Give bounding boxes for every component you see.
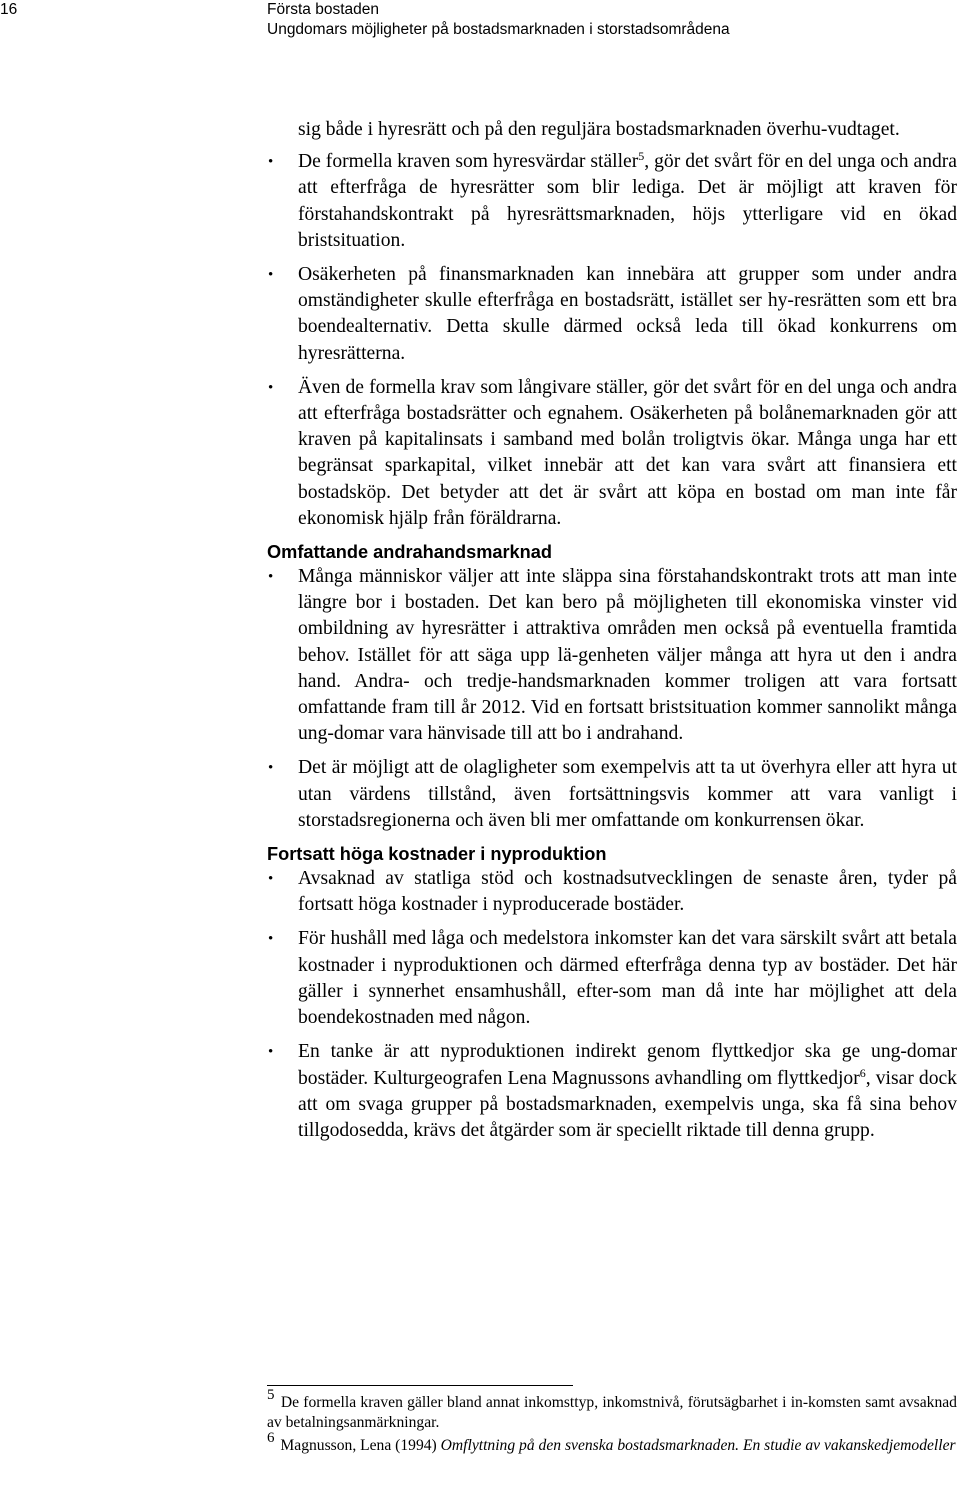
bullet-list-1 (267, 149, 957, 532)
footnote-mark: 5 (267, 1387, 275, 1403)
list-item-text: De formella kraven som hyresvärdar ställer (298, 151, 639, 173)
bullet-icon: • (268, 760, 274, 777)
bullet-icon: • (268, 1044, 274, 1061)
list-item (267, 375, 957, 532)
bullet-icon: • (268, 931, 274, 948)
footnote-text: De formella kraven gäller bland annat inkomsttyp, inkomstnivå, förutsägbarhet i in-komsten samt avsaknad av betalningsanmärkningar. (267, 1394, 957, 1431)
list-item-text: , gör det svårt för en del unga och andra att efterfråga de hyresrätter som blir lediga. Det är möjligt att kraven för förstahandskontrakt på hyresrättsmarknaden, höjs ytterligare vid en ökad bristsituation. (298, 151, 958, 251)
footnote-title: Omflyttning på den svenska bostadsmarknaden. En studie av vakanskedjemodeller (440, 1437, 956, 1454)
footnote-divider (267, 1385, 573, 1386)
list-item (267, 149, 957, 254)
section-heading: Fortsatt höga kostnader i nyproduktion (267, 844, 607, 865)
list-item-text: Även de formella krav som långivare ställer, gör det svårt för en del unga och andra att efterfråga bostadsrätter och egnahem. Osäkerheten på bolånemarknaden gör att kraven på kapitalinsats i samband med bolån troligtvis ökar. Många unga har ett begränsat sparkapital, vilket innebär att det kan vara svårt att finansiera ett bostadsköp. Det betyder att det är svårt att köpa en bostad om man inte får ekonomisk hjälp från föräldrarna. (298, 376, 957, 529)
running-header-title: Första bostaden (267, 1, 380, 18)
footnote (267, 1430, 957, 1456)
bullet-icon: • (268, 267, 274, 284)
list-item (267, 564, 957, 747)
bullet-icon: • (268, 569, 274, 586)
list-item (267, 755, 957, 834)
running-header-subtitle: Ungdomars möjligheter på bostadsmarknaden i storstadsområdena (267, 21, 730, 38)
footnote-ref: 6 (859, 1065, 866, 1080)
list-item (267, 866, 957, 918)
list-item-text: Det är möjligt att de olagligheter som exempelvis att ta ut överhyra eller att hyra ut utan värdens tillstånd, även fortsättningsvis kommer att vara vanligt i storstadsregionerna och även bli mer omfattande om konkurrensen ökar. (298, 757, 957, 831)
footnote (267, 1387, 957, 1433)
list-item-text: Osäkerheten på finansmarknaden kan innebära att grupper som under andra omständigheter skulle efterfråga en bostadsrätt, istället ser hy-resrätten som ett bra boendealternativ. Detta skulle därmed också leda till ökad konkurrens om hyresrätterna. (298, 264, 957, 364)
footnote-mark: 6 (267, 1430, 275, 1446)
bullet-icon: • (268, 871, 274, 888)
main-content (267, 117, 957, 1152)
continuation-paragraph: sig både i hyresrätt och på den reguljära bostadsmarknaden överhu-vudtaget. (298, 119, 900, 140)
section-heading: Omfattande andrahandsmarknad (267, 542, 553, 563)
footnote-text: Magnusson, Lena (1994) (280, 1437, 441, 1454)
list-item (267, 262, 957, 367)
list-item-text: För hushåll med låga och medelstora inkomster kan det vara särskilt svårt att betala kostnader i nyproduktionen och därmed efterfråga denna typ av bostäder. Det här gäller i synnerhet ensamhushåll, efter-som man då inte har möjlighet att dela boendekostnaden med någon. (298, 928, 957, 1029)
footnotes (267, 1387, 957, 1459)
bullet-icon: • (268, 154, 274, 171)
list-item (267, 926, 957, 1031)
list-item (267, 1039, 957, 1144)
list-item-text: En tanke är att nyproduktionen indirekt genom flyttkedjor ska ge ung-domar bostäder. Kulturgeografen Lena Magnussons avhandling om flyttkedjor (298, 1041, 957, 1089)
footnote-ref: 5 (638, 149, 645, 164)
bullet-icon: • (268, 379, 274, 396)
bullet-list-2 (267, 564, 957, 834)
list-item-text: Avsaknad av statliga stöd och kostnadsutvecklingen de senaste åren, tyder på fortsatt höga kostnader i nyproducerade bostäder. (298, 868, 957, 916)
list-item-text: , visar dock att om svaga grupper på bostadsmarknaden, exempelvis unga, ska få sina behov tillgodosedda, krävs det åtgärder som är speciellt riktade till denna grupp. (298, 1067, 957, 1141)
bullet-list-3 (267, 866, 957, 1144)
list-item-text: Många människor väljer att inte släppa sina förstahandskontrakt trots att man inte längre bor i bostaden. Det kan bero på möjligheten till ekonomiska vinster vid ombildning av hyresrätter i attraktiva områden men också på eventuella framtida behov. Istället för att säga upp lä-genheten väljer många att hyra ut den i andra hand. Andra- och tredje-handsmarknaden kommer troligen att vara fortsatt omfattande fram till år 2012. Vid en fortsatt bristsituation kommer sannolikt många ung-domar vara hänvisade till att bo i andrahand. (298, 566, 957, 745)
page-number: 16 (0, 1, 18, 18)
